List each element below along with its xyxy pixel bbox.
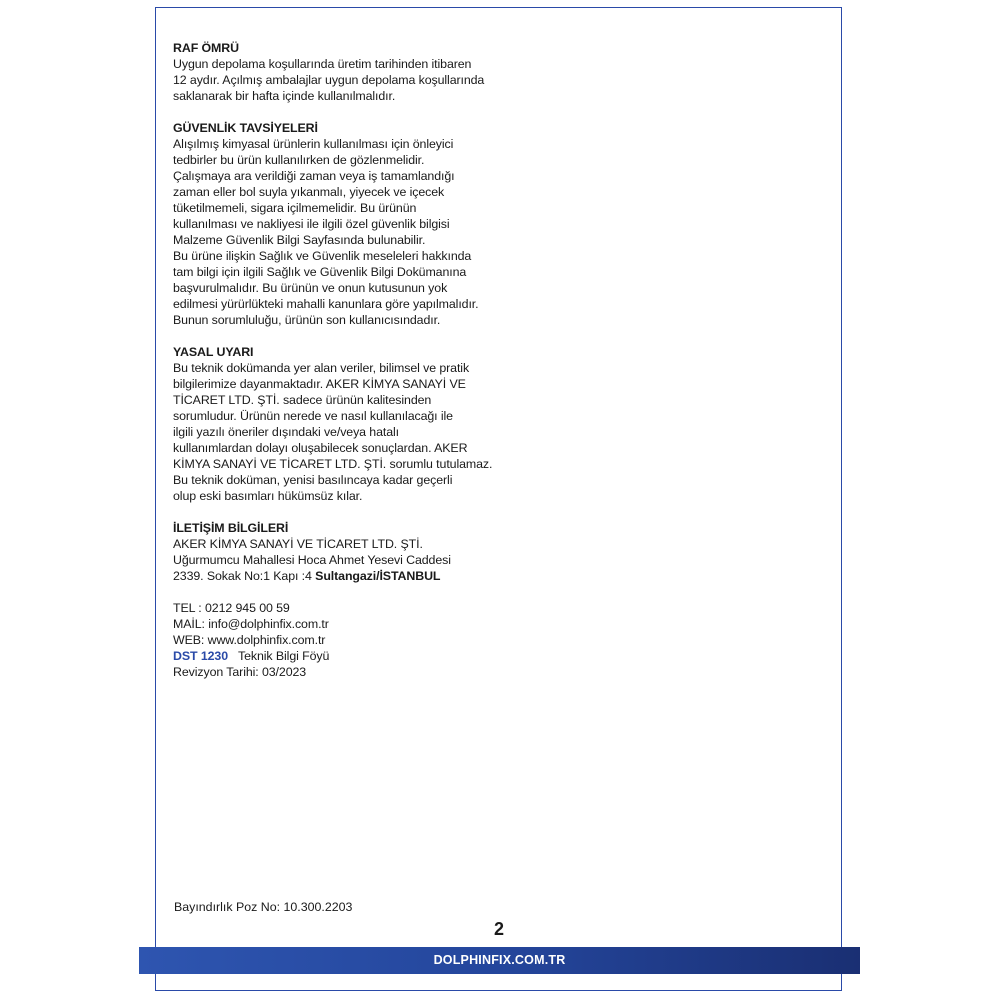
text-line: tedbirler bu ürün kullanılırken de gözlenmelidir. xyxy=(173,153,425,167)
text-line: bilgilerimize dayanmaktadır. AKER KİMYA SANAYİ VE xyxy=(173,377,466,391)
doc-type: Teknik Bilgi Föyü xyxy=(238,649,330,663)
section-raf-omru xyxy=(173,40,513,104)
product-doc-line xyxy=(173,648,513,664)
section-guvenlik xyxy=(173,120,513,328)
text-line: Bunun sorumluluğu, ürünün son kullanıcısındadır. xyxy=(173,313,441,327)
address-district: Sultangazi xyxy=(315,569,377,583)
text-line: saklanarak bir hafta içinde kullanılmalıdır. xyxy=(173,89,396,103)
text-line: kullanımlardan dolayı oluşabilecek sonuçlardan. AKER xyxy=(173,441,468,455)
footer-bar xyxy=(139,947,860,974)
text-line: kullanılması ve nakliyesi ile ilgili özel güvenlik bilgisi xyxy=(173,217,450,231)
company-name: AKER KİMYA SANAYİ VE TİCARET LTD. ŞTİ. xyxy=(173,537,423,551)
address-line-1: Uğurmumcu Mahallesi Hoca Ahmet Yesevi Caddesi xyxy=(173,553,451,567)
revision-date: Revizyon Tarihi: 03/2023 xyxy=(173,665,307,679)
poz-number: Bayındırlık Poz No: 10.300.2203 xyxy=(174,900,353,914)
text-line: Malzeme Güvenlik Bilgi Sayfasında bulunabilir. xyxy=(173,233,426,247)
document-body xyxy=(173,40,513,696)
text-line: ilgili yazılı öneriler dışındaki ve/veya hatalı xyxy=(173,425,400,439)
text-line: tüketilmemeli, sigara içilmemelidir. Bu ürünün xyxy=(173,201,417,215)
text-line: Bu teknik doküman, yenisi basılıncaya kadar geçerli xyxy=(173,473,453,487)
section-heading: İLETİŞİM BİLGİLERİ xyxy=(173,521,289,535)
section-yasal-uyari xyxy=(173,344,513,504)
section-iletisim xyxy=(173,520,513,584)
text-line: olup eski basımları hükümsüz kılar. xyxy=(173,489,363,503)
text-line: Bu teknik dokümanda yer alan veriler, bilimsel ve pratik xyxy=(173,361,470,375)
contact-details xyxy=(173,600,513,680)
page-number: 2 xyxy=(493,919,504,939)
address-separator: / xyxy=(376,569,380,583)
text-line: sorumludur. Ürünün nerede ve nasıl kullanılacağı ile xyxy=(173,409,453,423)
section-heading: RAF ÖMRÜ xyxy=(173,41,239,55)
phone-number: TEL : 0212 945 00 59 xyxy=(173,601,290,615)
text-line: 12 aydır. Açılmış ambalajlar uygun depolama koşullarında xyxy=(173,73,485,87)
section-heading: GÜVENLİK TAVSİYELERİ xyxy=(173,121,318,135)
address-line-2 xyxy=(173,568,513,584)
footer-url[interactable]: DOLPHINFIX.COM.TR xyxy=(433,953,566,967)
section-heading: YASAL UYARI xyxy=(173,345,254,359)
text-line: zaman eller bol suyla yıkanmalı, yiyecek ve içecek xyxy=(173,185,445,199)
text-line: başvurulmalıdır. Bu ürünün ve onun kutusunun yok xyxy=(173,281,448,295)
text-line: tam bilgi için ilgili Sağlık ve Güvenlik Bilgi Dokümanına xyxy=(173,265,467,279)
text-line: Alışılmış kimyasal ürünlerin kullanılması için önleyici xyxy=(173,137,454,151)
website: WEB: www.dolphinfix.com.tr xyxy=(173,633,326,647)
text-line: Uygun depolama koşullarında üretim tarihinden itibaren xyxy=(173,57,472,71)
text-line: Bu ürüne ilişkin Sağlık ve Güvenlik meseleleri hakkında xyxy=(173,249,472,263)
product-code: DST 1230 xyxy=(173,649,228,663)
text-line: edilmesi yürürlükteki mahalli kanunlara göre yapılmalıdır. xyxy=(173,297,479,311)
text-line: Çalışmaya ara verildiği zaman veya iş tamamlandığı xyxy=(173,169,455,183)
address-street: 2339. Sokak No:1 Kapı :4 xyxy=(173,569,316,583)
text-line: TİCARET LTD. ŞTİ. sadece ürünün kalitesinden xyxy=(173,393,432,407)
email-address: MAİL: info@dolphinfix.com.tr xyxy=(173,617,329,631)
address-city: İSTANBUL xyxy=(379,569,441,583)
text-line: KİMYA SANAYİ VE TİCARET LTD. ŞTİ. sorumlu tutulamaz. xyxy=(173,457,493,471)
